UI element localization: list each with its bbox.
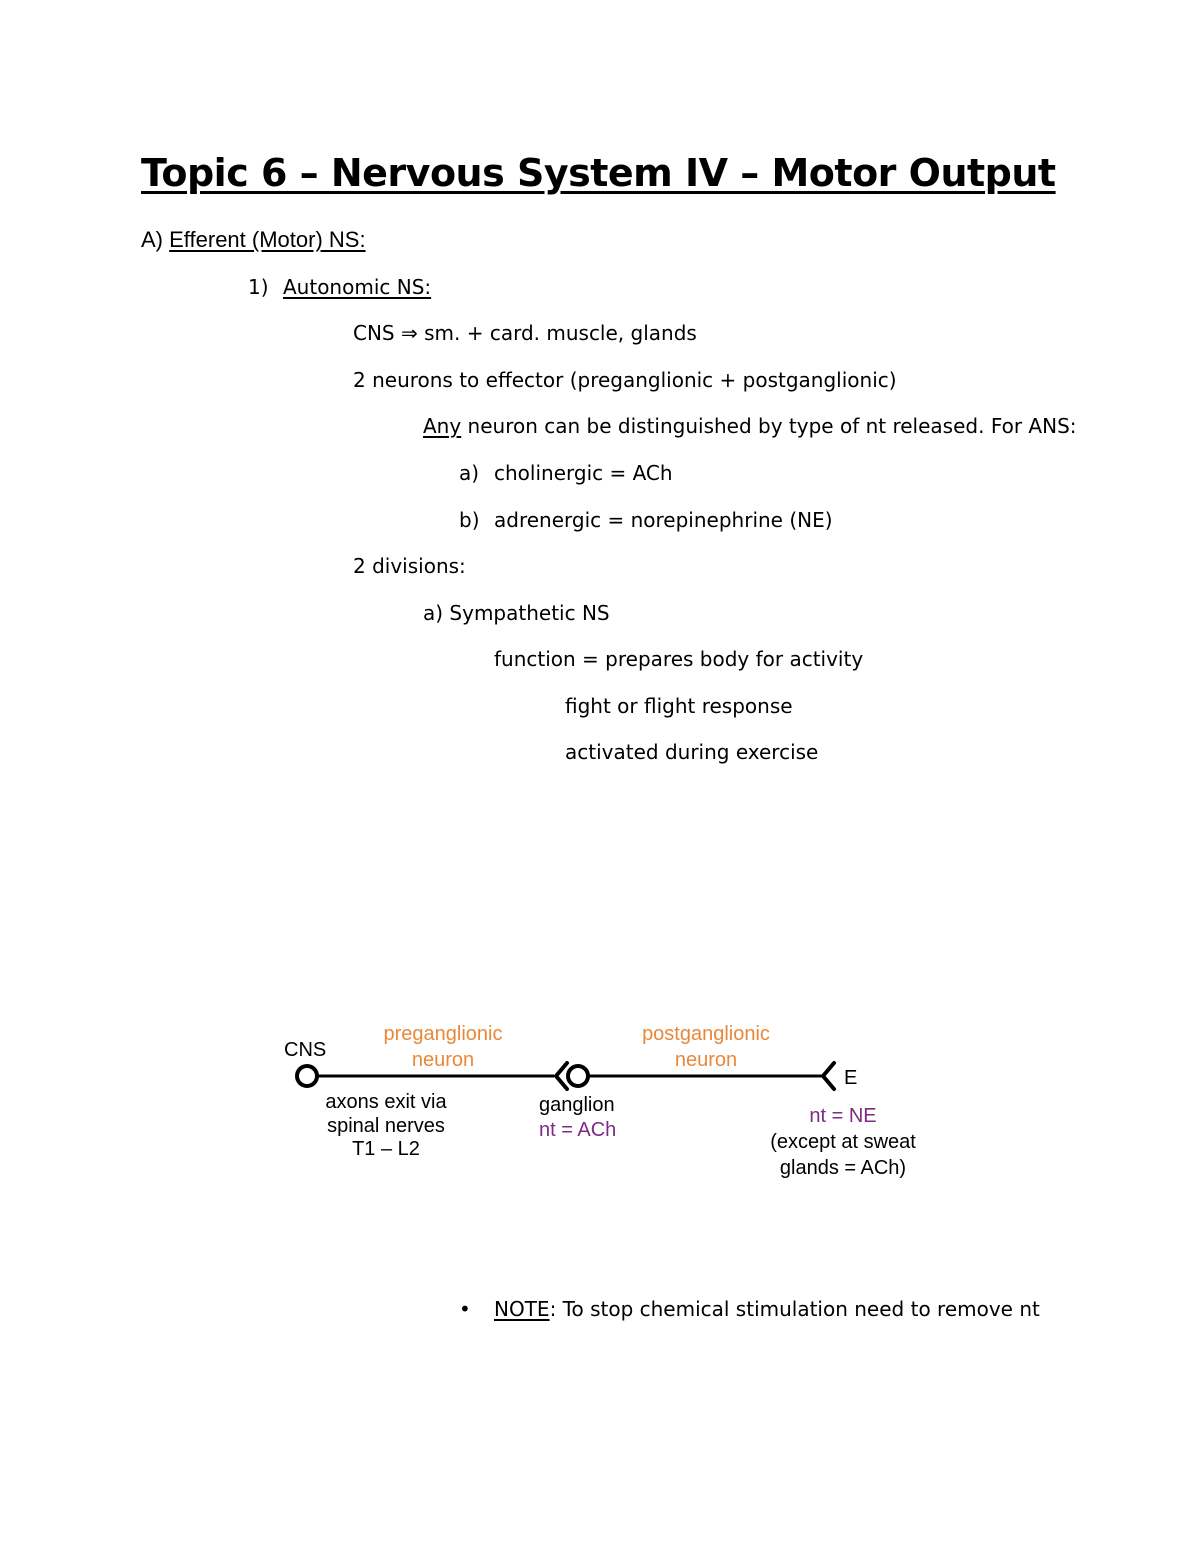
adrenergic-line: adrenergic = norepinephrine (NE) [494, 508, 833, 532]
effector-nt-label: nt = NE [809, 1105, 877, 1127]
axons-label-line1: axons exit via [325, 1091, 447, 1113]
preganglionic-terminal [556, 1063, 567, 1089]
note-bullet: • [459, 1297, 471, 1321]
preganglionic-label-line2: neuron [411, 1049, 475, 1071]
function-line: function = prepares body for activity [494, 647, 864, 671]
except-label-line1: (except at sweat [770, 1131, 916, 1153]
ganglion-label: ganglion [539, 1094, 615, 1116]
ganglion-cell-body [568, 1066, 588, 1086]
postganglionic-label-line2: neuron [674, 1049, 738, 1071]
cns-line: CNS ⇒ sm. + card. muscle, glands [353, 321, 697, 345]
postganglionic-terminal [823, 1063, 834, 1089]
section-a-heading-text: Efferent (Motor) NS: [169, 227, 366, 252]
ganglion-nt-label: nt = ACh [539, 1119, 617, 1141]
note-text: : To stop chemical stimulation need to remove nt [549, 1297, 1040, 1321]
any-word: Any [423, 414, 462, 438]
cholinergic-line: cholinergic = ACh [494, 461, 673, 485]
exercise-line: activated during exercise [565, 740, 819, 764]
any-rest: neuron can be distinguished by type of nt released. For ANS: [461, 414, 1077, 438]
section-a-prefix: A) [141, 227, 163, 252]
divisions-line: 2 divisions: [353, 554, 466, 578]
cns-cell-body [297, 1066, 317, 1086]
effector-label: E [844, 1067, 858, 1089]
diagram-cns-label: CNS [284, 1039, 327, 1061]
neurons-line: 2 neurons to effector (preganglionic + postganglionic) [353, 368, 897, 392]
axons-label-line3: T1 – L2 [352, 1138, 420, 1160]
item-1-heading: Autonomic NS: [283, 275, 432, 299]
except-label-line2: glands = ACh) [779, 1157, 907, 1179]
preganglionic-label-line1: preganglionic [383, 1023, 503, 1045]
note-label: NOTE [494, 1297, 550, 1321]
axons-label-line2: spinal nerves [327, 1115, 445, 1137]
list-marker-a: a) [459, 461, 480, 485]
list-marker-b: b) [459, 508, 480, 532]
note-line [494, 1297, 1040, 1321]
fight-flight-line: fight or flight response [565, 694, 793, 718]
page-title: Topic 6 – Nervous System IV – Motor Output [141, 151, 1056, 195]
sympathetic-line: a) Sympathetic NS [423, 601, 610, 625]
postganglionic-label-line1: postganglionic [642, 1023, 770, 1045]
item-1-number: 1) [248, 275, 269, 299]
